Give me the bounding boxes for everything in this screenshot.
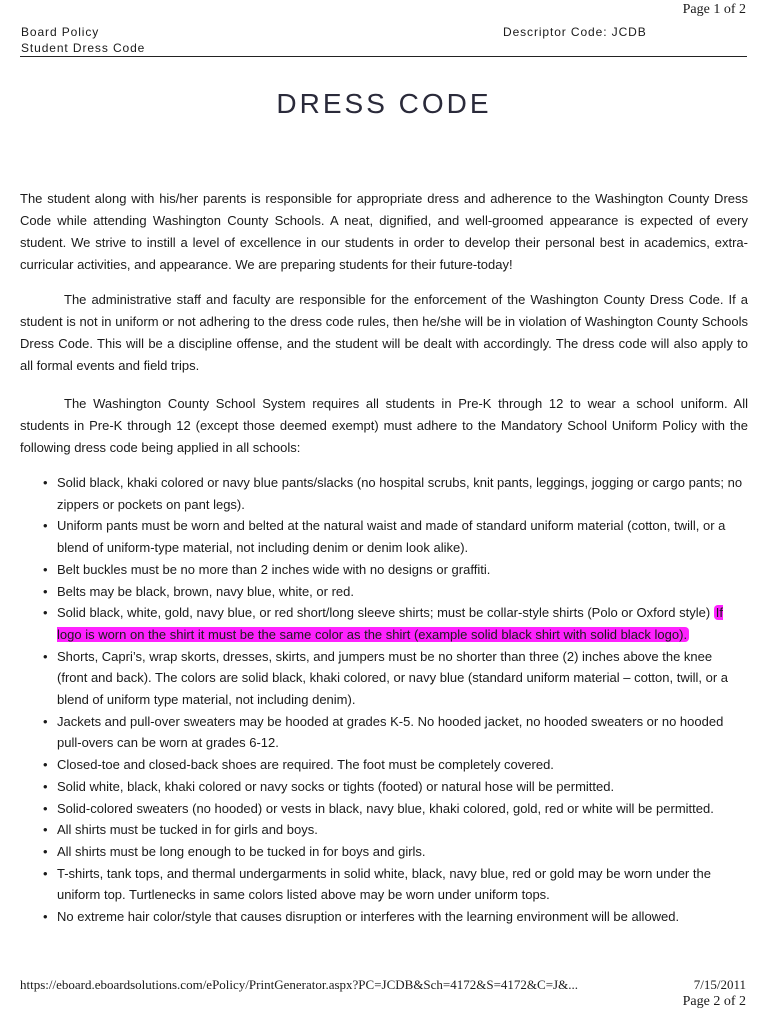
footer-date: 7/15/2011	[693, 977, 746, 992]
policy-name: Student Dress Code	[21, 41, 146, 55]
list-item	[20, 472, 748, 515]
page-number-bottom: Page 2 of 2	[682, 994, 746, 1009]
list-item	[20, 798, 748, 820]
list-item	[20, 906, 748, 928]
list-item-text: Solid black, khaki colored or navy blue pants/slacks (no hospital scrubs, knit pants, leggings, jogging or cargo pants; no zippers or pockets on pant legs).	[57, 475, 743, 512]
bullet-icon: •	[43, 800, 48, 816]
list-item	[20, 863, 748, 906]
bullet-icon: •	[43, 561, 48, 577]
header-divider	[20, 56, 747, 57]
descriptor-code: Descriptor Code: JCDB	[503, 25, 647, 39]
list-item-text: All shirts must be long enough to be tucked in for boys and girls.	[57, 843, 426, 859]
list-item-text: No extreme hair color/style that causes disruption or interferes with the learning environment will be allowed.	[57, 909, 680, 925]
dress-code-rules-list	[20, 472, 748, 928]
bullet-icon: •	[43, 865, 48, 881]
list-item	[20, 754, 748, 776]
page-number-top: Page 1 of 2	[682, 2, 746, 17]
bullet-icon: •	[43, 475, 48, 490]
list-item	[20, 602, 748, 645]
list-item	[20, 711, 748, 754]
paragraph-intro: The student along with his/her parents is responsible for appropriate dress and adherence to the Washington County Dress Code while attending Washington County Schools. A neat, dignified, and well-groomed appearance is expected of every student. We strive to instill a level of excellence in our students in order to develop their personal best in academics, extra-curricular activities, and appearance. We are preparing students for their future-today!	[20, 191, 748, 272]
list-item-text: T-shirts, tank tops, and thermal undergarments in solid white, black, navy blue, red or gold may be worn under the uniform top. Turtlenecks in same colors listed above may be worn under uniform tops.	[57, 865, 711, 903]
list-item	[20, 776, 748, 798]
bullet-icon: •	[43, 843, 48, 859]
list-item	[20, 646, 748, 711]
list-item	[20, 515, 748, 558]
list-item-text: Jackets and pull-over sweaters may be hooded at grades K-5. No hooded jacket, no hooded sweaters or no hooded pull-overs can be worn at grades 6-12.	[57, 713, 724, 751]
bullet-icon: •	[43, 757, 48, 773]
policy-header	[21, 24, 145, 56]
bullet-icon: •	[43, 822, 48, 838]
list-item-text: Shorts, Capri’s, wrap skorts, dresses, skirts, and jumpers must be no shorter than three (2) inches above the knee (front and back). The colors are solid black, khaki colored, or navy blue (standard uniform material – cotton, twill, or a blend of uniform type material, not including denim).	[57, 648, 729, 708]
list-item-text: Uniform pants must be worn and belted at the natural waist and made of standard uniform material (cotton, twill, or a blend of uniform-type material, not including denim or denim look alike).	[57, 518, 726, 556]
list-item-text: Closed-toe and closed-back shoes are required. The foot must be completely covered.	[57, 757, 554, 773]
page-title: DRESS CODE	[276, 88, 492, 119]
paragraph-uniform-policy: The Washington County School System requires all students in Pre-K through 12 to wear a school uniform. All students in Pre-K through 12 (except those deemed exempt) must adhere to the Mandatory School Uniform Policy with the following dress code being applied in all schools:	[20, 396, 748, 455]
bullet-icon: •	[43, 778, 48, 794]
bullet-icon: •	[43, 583, 48, 599]
list-item-text: Solid black, white, gold, navy blue, or red short/long sleeve shirts; must be collar-style shirts (Polo or Oxford style)	[57, 605, 711, 621]
bullet-icon: •	[43, 713, 48, 729]
policy-label: Board Policy	[21, 25, 100, 39]
highlighted-logo-rule: If logo is worn on the shirt it must be the same color as the shirt (example solid black shirt with solid black logo).	[57, 605, 724, 642]
bullet-icon: •	[43, 518, 48, 534]
footer-url[interactable]: https://eboard.eboardsolutions.com/ePolicy/PrintGenerator.aspx?PC=JCDB&Sch=4172&S=4172&C=J&...	[20, 977, 578, 992]
bullet-icon: •	[43, 648, 48, 664]
list-item-text: Belt buckles must be no more than 2 inches wide with no designs or graffiti.	[57, 561, 491, 577]
list-item	[20, 841, 748, 863]
list-item	[20, 581, 748, 603]
list-item-text: Belts may be black, brown, navy blue, white, or red.	[57, 583, 354, 599]
bullet-icon: •	[43, 605, 48, 621]
list-item	[20, 559, 748, 581]
paragraph-enforcement: The administrative staff and faculty are responsible for the enforcement of the Washington County Dress Code. If a student is not in uniform or not adhering to the dress code rules, then he/she will be in violation of Washington County Schools Dress Code. This will be a discipline offense, and the student will be dealt with accordingly. The dress code will also apply to all formal events and field trips.	[20, 292, 748, 373]
list-item	[20, 819, 748, 841]
list-item-text: All shirts must be tucked in for girls and boys.	[57, 822, 318, 838]
list-item-text: Solid-colored sweaters (no hooded) or vests in black, navy blue, khaki colored, gold, red or white will be permitted.	[57, 800, 714, 816]
list-item-text: Solid white, black, khaki colored or navy socks or tights (footed) or natural hose will be permitted.	[57, 778, 615, 794]
bullet-icon: •	[43, 909, 48, 925]
